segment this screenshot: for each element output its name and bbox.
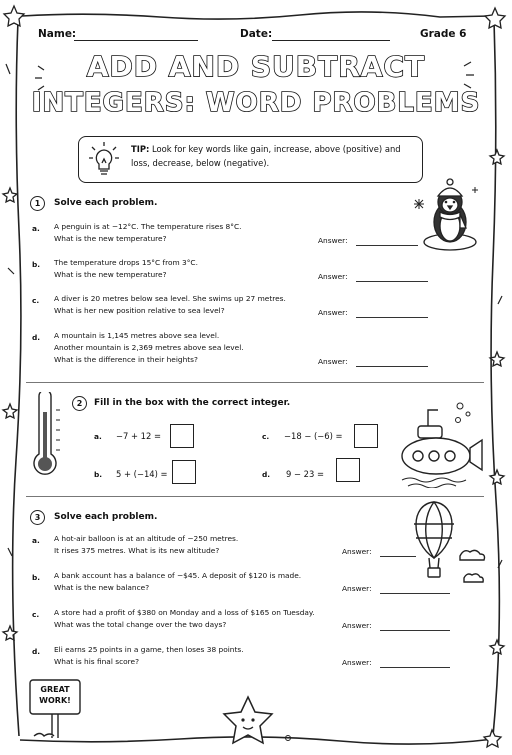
page-title-line1: ADD AND SUBTRACT [86, 50, 426, 83]
section1-number: 1 [30, 196, 45, 211]
name-label: Name: [38, 28, 77, 40]
q1b-line1: The temperature drops 15°C from 3°C. [54, 258, 198, 267]
q1d-answer-label: Answer: [318, 357, 348, 366]
q3d-text [54, 644, 244, 668]
tip-text [131, 142, 416, 170]
date-field[interactable] [272, 40, 390, 41]
q1c-letter: c. [32, 296, 40, 305]
tip-body: Look for key words like gain, increase, above (positive) and loss, decrease, below (negative). [131, 144, 401, 168]
sign-line2: WORK! [39, 696, 71, 705]
q1c-line1: A diver is 20 metres below sea level. She swims up 27 metres. [54, 294, 286, 303]
page-title-line2: INTEGERS: WORD PROBLEMS [31, 88, 481, 118]
q1c-text [54, 293, 286, 317]
q3b-answer-label: Answer: [342, 584, 372, 593]
q1c-answer-field[interactable] [356, 317, 428, 318]
q1b-line2: What is the new temperature? [54, 270, 167, 279]
q3c-answer-field[interactable] [380, 630, 450, 631]
q2c-expression: −18 − (−6) = [284, 431, 343, 441]
q2b-expression: 5 + (−14) = [116, 469, 168, 479]
q3d-line1: Eli earns 25 points in a game, then loses 38 points. [54, 645, 244, 654]
great-work-sign [30, 684, 80, 706]
q1a-letter: a. [32, 224, 40, 233]
q3d-answer-field[interactable] [380, 667, 450, 668]
hot-air-balloon-icon [404, 498, 494, 594]
q1b-answer-field[interactable] [356, 281, 428, 282]
q3d-letter: d. [32, 647, 41, 656]
smiling-star-icon [218, 694, 278, 750]
q1a-answer-label: Answer: [318, 236, 348, 245]
q1d-line3: What is the difference in their heights? [54, 355, 198, 364]
q2c-letter: c. [262, 432, 270, 441]
q2a-letter: a. [94, 432, 102, 441]
penguin-icon [404, 178, 490, 254]
q3d-line2: What is his final score? [54, 657, 140, 666]
q2b-letter: b. [94, 470, 103, 479]
q2a-expression: −7 + 12 = [116, 431, 162, 441]
q3c-answer-label: Answer: [342, 621, 372, 630]
section3-heading: Solve each problem. [54, 512, 158, 522]
q1d-line2: Another mountain is 2,369 metres above sea level. [54, 343, 244, 352]
q3c-text [54, 607, 315, 631]
section2-heading: Fill in the box with the correct integer. [94, 398, 291, 408]
q3a-line2: It rises 375 metres. What is its new altitude? [54, 546, 220, 555]
q3a-line1: A hot-air balloon is at an altitude of −250 metres. [54, 534, 239, 543]
q2d-letter: d. [262, 470, 271, 479]
q3b-line2: What is the new balance? [54, 583, 150, 592]
lightbulb-icon [87, 141, 121, 179]
q1d-line1: A mountain is 1,145 metres above sea level. [54, 331, 220, 340]
q3b-letter: b. [32, 573, 41, 582]
thermometer-icon [26, 392, 64, 488]
q3d-answer-label: Answer: [342, 658, 372, 667]
q1d-letter: d. [32, 333, 41, 342]
q3b-line1: A bank account has a balance of −$45. A deposit of $120 is made. [54, 571, 302, 580]
divider-1 [26, 382, 484, 383]
q3c-line1: A store had a profit of $380 on Monday and a loss of $165 on Tuesday. [54, 608, 315, 617]
q3a-letter: a. [32, 536, 40, 545]
q3c-letter: c. [32, 610, 40, 619]
q2b-answer-box[interactable] [172, 460, 196, 484]
q1c-answer-label: Answer: [318, 308, 348, 317]
q1b-answer-label: Answer: [318, 272, 348, 281]
q1b-letter: b. [32, 260, 41, 269]
q2d-expression: 9 − 23 = [286, 469, 325, 479]
sign-line1: GREAT [40, 685, 70, 694]
q1c-line2: What is her new position relative to sea level? [54, 306, 225, 315]
tip-label: TIP: [131, 144, 150, 154]
q2c-answer-box[interactable] [354, 424, 378, 448]
q1a-line2: What is the new temperature? [54, 234, 167, 243]
q3b-text [54, 570, 301, 594]
name-field[interactable] [74, 40, 198, 41]
circle-decor-icon [284, 734, 292, 742]
q1b-text [54, 257, 198, 281]
q3a-text [54, 533, 238, 557]
grade-label: Grade 6 [420, 28, 467, 40]
q2a-answer-box[interactable] [170, 424, 194, 448]
q2d-answer-box[interactable] [336, 458, 360, 482]
section1-heading: Solve each problem. [54, 198, 158, 208]
tip-box [78, 136, 423, 183]
section3-number: 3 [30, 510, 45, 525]
date-label: Date: [240, 28, 273, 40]
q3a-answer-label: Answer: [342, 547, 372, 556]
submarine-icon [398, 398, 490, 488]
q3c-line2: What was the total change over the two days? [54, 620, 227, 629]
q1a-line1: A penguin is at −12°C. The temperature rises 8°C. [54, 222, 242, 231]
q1a-text [54, 221, 241, 245]
divider-2 [26, 496, 484, 497]
section2-number: 2 [72, 396, 87, 411]
q1d-answer-field[interactable] [356, 366, 428, 367]
q1d-text [54, 330, 244, 366]
